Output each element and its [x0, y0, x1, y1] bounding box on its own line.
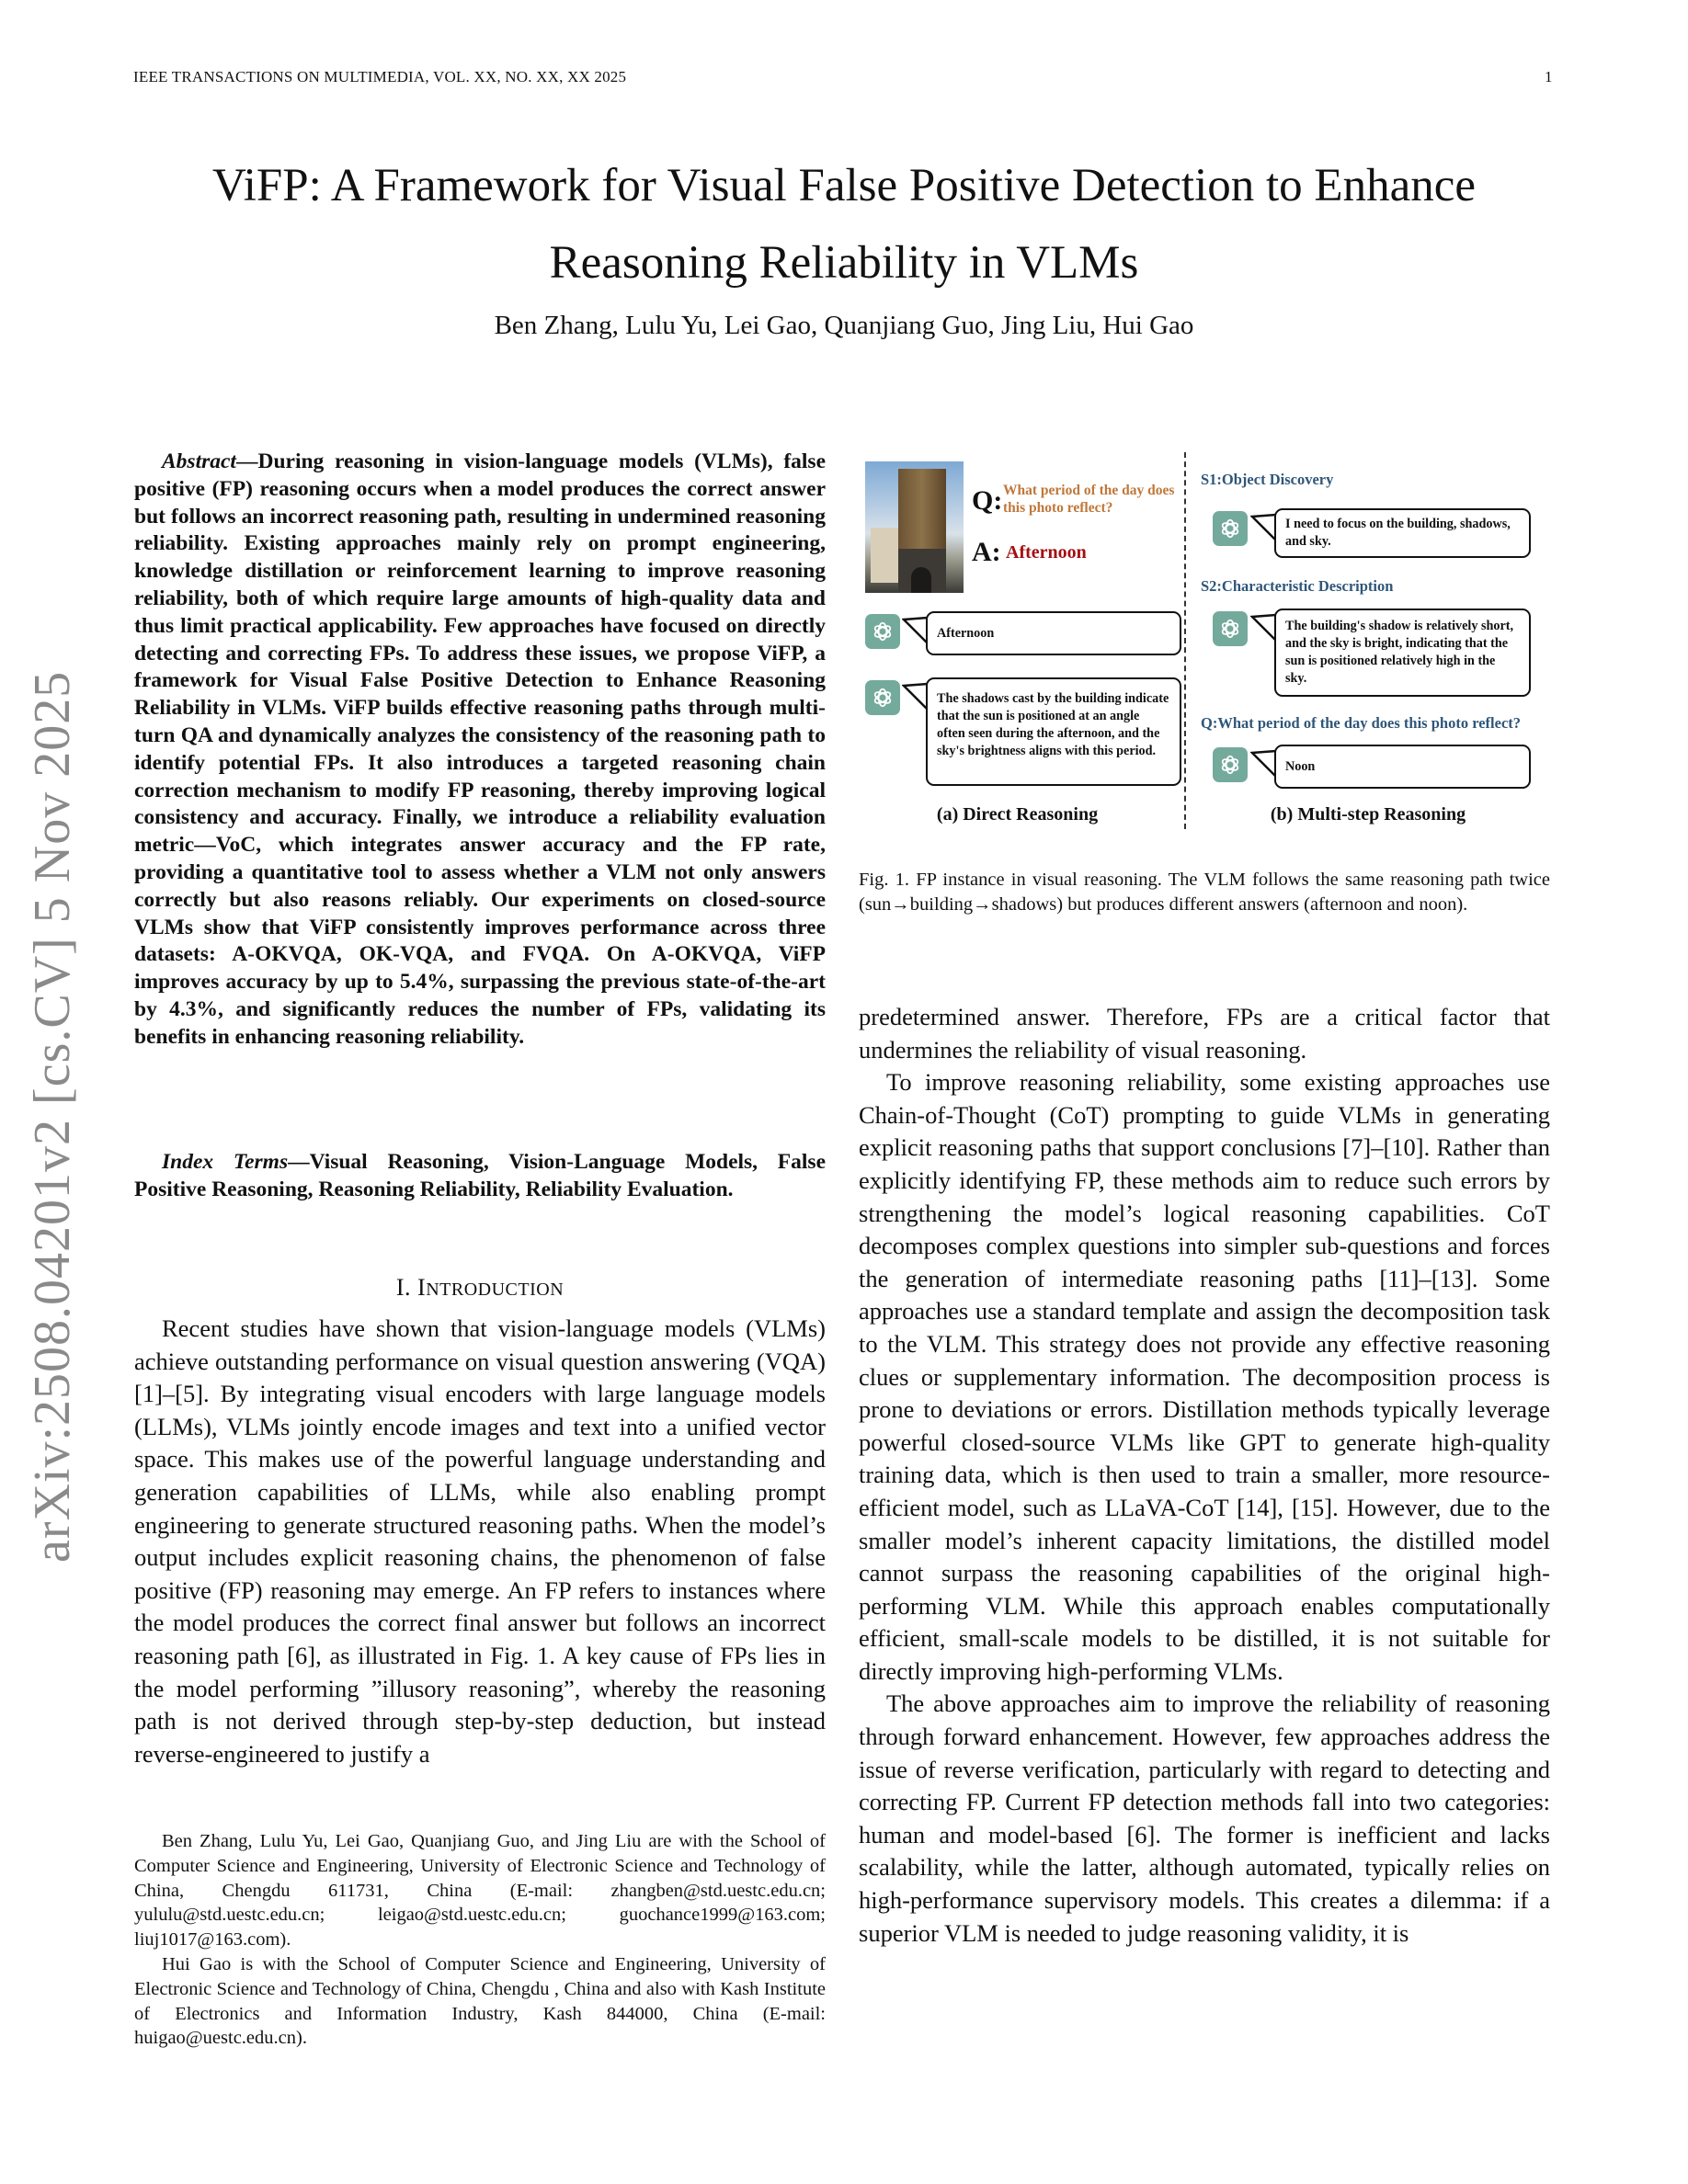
step-2-reply: The building's shadow is relatively short, and the sky is bright, indicating that the sun is positioned relatively high in the sky.: [1274, 609, 1531, 697]
abstract-label: Abstract: [162, 449, 236, 473]
step-2-label: S2:Characteristic Description: [1201, 577, 1394, 595]
footnote-paragraph-1: Ben Zhang, Lulu Yu, Lei Gao, Quanjiang Guo, and Jing Liu are with the School of Computer Science and Engineering, University of Electronic Science and Technology of China, Chengdu 611731, China (E-mail: zhangben@std.uestc.edu.cn; yululu@std.uestc.edu.cn; leigao@std.uestc.edu.cn; guochance1999@163.com; liuj1017@163.com).: [134, 1831, 826, 1951]
intro-right-column: [859, 1001, 1550, 1950]
question-text: What period of the day does this photo reflect?: [1003, 483, 1175, 516]
running-header: IEEE TRANSACTIONS ON MULTIMEDIA, VOL. XX, NO. XX, XX 2025: [133, 68, 627, 85]
intro-paragraph-2: To improve reasoning reliability, some existing approaches use Chain-of-Thought (CoT) prompting to guide VLMs in generating explicit reasoning paths that support conclusions [7]–[10]. Rather than explicitly identifying FP, these methods aim to reduce such errors by strengthening the model’s logical reasoning capabilities. CoT decomposes complex questions into simpler sub-questions and forces the generation of intermediate reasoning paths [11]–[13]. Some approaches use a standard template and assign the decomposition task to the VLM. This strategy does not provide any effective reasoning clues or supplementary information. The decomposition process is prone to deviations or errors. Distillation methods typically leverage powerful closed-source VLMs like GPT to generate high-quality training data, which is then used to train a smaller, more resource-efficient model, such as LLaVA-CoT [14], [15]. However, due to the smaller model’s inherent capacity limitations, the distilled model cannot surpass the reasoning capabilities of the original high-performing VLM. While this approach enables computationally efficient, small-scale models to be distilled, it is not suitable for directly improving high-performing VLMs.: [859, 1068, 1550, 1685]
openai-logo-icon: [1213, 511, 1248, 546]
figure-1-caption: Fig. 1. FP instance in visual reasoning. The VLM follows the same reasoning path twice (sun→building→shadows) but produces different answers (afternoon and noon).: [859, 870, 1550, 915]
final-question-label: Q:What period of the day does this photo reflect?: [1201, 714, 1522, 732]
direct-reply-1: Afternoon: [926, 611, 1181, 655]
intro-paragraph-3: The above approaches aim to improve the reliability of reasoning through forward enhancement. However, few approaches address the issue of reverse verification, particularly with regard to detecting and correcting FP. Current FP detection methods fall into two categories: human and model-based [6]. The former is inefficient and lacks scalability, while the latter, although automated, typically relies on high-performance supervisory models. This creates a dilemma: if a superior VLM is needed to judge reasoning validity, it is: [859, 1689, 1550, 1947]
author-list: Ben Zhang, Lulu Yu, Lei Gao, Quanjiang Guo, Jing Liu, Hui Gao: [494, 311, 1194, 340]
arxiv-stamp: arXiv:2508.04201v2 [cs.CV] 5 Nov 2025: [24, 670, 81, 1563]
index-terms: [134, 1149, 826, 1204]
intro-paragraph-1-continued: predetermined answer. Therefore, FPs are a critical factor that undermines the reliability of visual reasoning.: [859, 1003, 1550, 1064]
tower-photo: [865, 461, 964, 593]
intro-left-column: [134, 1313, 826, 1770]
answer-label: A:: [972, 537, 1001, 567]
question-label: Q:: [972, 485, 1003, 516]
title-line-1: ViFP: A Framework for Visual False Positive Detection to Enhance: [211, 160, 1476, 211]
openai-logo-icon: [1213, 611, 1248, 646]
figure-divider: [1184, 452, 1186, 829]
openai-logo-icon: [865, 680, 900, 715]
section-heading-introduction: I. INTRODUCTION: [395, 1274, 565, 1301]
openai-logo-icon: [1213, 747, 1248, 782]
index-terms-label: Index Terms: [162, 1150, 289, 1174]
abstract: [134, 449, 826, 1052]
page-number: 1: [1545, 68, 1553, 85]
openai-logo-icon: [865, 614, 900, 649]
title-line-2: Reasoning Reliability in VLMs: [549, 237, 1139, 289]
answer-text: Afternoon: [1006, 542, 1087, 563]
step-1-reply: I need to focus on the building, shadows, and sky.: [1274, 508, 1531, 558]
abstract-text: —During reasoning in vision-language models (VLMs), false positive (FP) reasoning occurs when a model produces the correct answer but follows an incorrect reasoning path, resulting in undermined reasoning reliability. Existing approaches mainly rely on prompt engineering, knowledge distillation or reinforcement learning to improve reasoning reliability, both of which require large amounts of high-quality data and thus limit practical applicability. Few approaches have focused on directly detecting and correcting FPs. To address these issues, we propose ViFP, a framework for Visual False Positive Detection to Enhance Reasoning Reliability in VLMs. ViFP builds effective reasoning paths through multi-turn QA and dynamically analyzes the consistency of the reasoning path to identify potential FPs. It also introduces a targeted reasoning chain correction mechanism to modify FP reasoning, thereby improving logical consistency and accuracy. Finally, we introduce a reliability evaluation metric—VoC, which integrates answer accuracy and the FP rate, providing a quantitative tool to assess whether a VLM not only answers correctly but also reasons reliably. Our experiments on closed-source VLMs show that ViFP consistently improves performance across three datasets: A-OKVQA, OK-VQA, and FVQA. On A-OKVQA, ViFP improves accuracy by up to 5.4%, surpassing the previous state-of-the-art by 4.3%, and significantly reduces the number of FPs, validating its benefits in enhancing reasoning reliability.: [134, 449, 826, 1049]
footnote-paragraph-2: Hui Gao is with the School of Computer Science and Engineering, University of Electronic Science and Technology of China, Chengdu , China and also with Kash Institute of Electronics and Information Industry, Kash 844000, China (E-mail: huigao@uestc.edu.cn).: [134, 1953, 826, 2049]
figure-1: [850, 450, 1558, 836]
direct-reply-2: The shadows cast by the building indicate that the sun is positioned at an angle often seen during the afternoon, and the sky's brightness aligns with this period.: [926, 677, 1181, 786]
subcaption-multistep: (b) Multi-step Reasoning: [1270, 804, 1466, 825]
index-terms-text: —Visual Reasoning, Vision-Language Models, False Positive Reasoning, Reasoning Reliability, Reliability Evaluation.: [134, 1150, 826, 1201]
step-1-label: S1:Object Discovery: [1201, 471, 1334, 488]
subcaption-direct: (a) Direct Reasoning: [936, 804, 1099, 825]
paper-title: [92, 147, 1596, 301]
intro-paragraph-1: Recent studies have shown that vision-language models (VLMs) achieve outstanding performance on visual question answering (VQA) [1]–[5]. By integrating visual encoders with large language models (LLMs), VLMs jointly encode images and text into a unified vector space. This makes use of the powerful language understanding and generation capabilities of LLMs, while also enabling prompt engineering to generate structured reasoning paths. When the model’s output includes explicit reasoning chains, the phenomenon of false positive (FP) reasoning may emerge. An FP refers to instances where the model produces the correct final answer but follows an incorrect reasoning path [6], as illustrated in Fig. 1. A key cause of FPs lies in the model performing ”illusory reasoning”, whereby the reasoning path is not derived through step-by-step deduction, but instead reverse-engineered to justify a: [134, 1314, 826, 1768]
final-reply: Noon: [1274, 745, 1531, 789]
author-footnote: [134, 1829, 826, 2051]
